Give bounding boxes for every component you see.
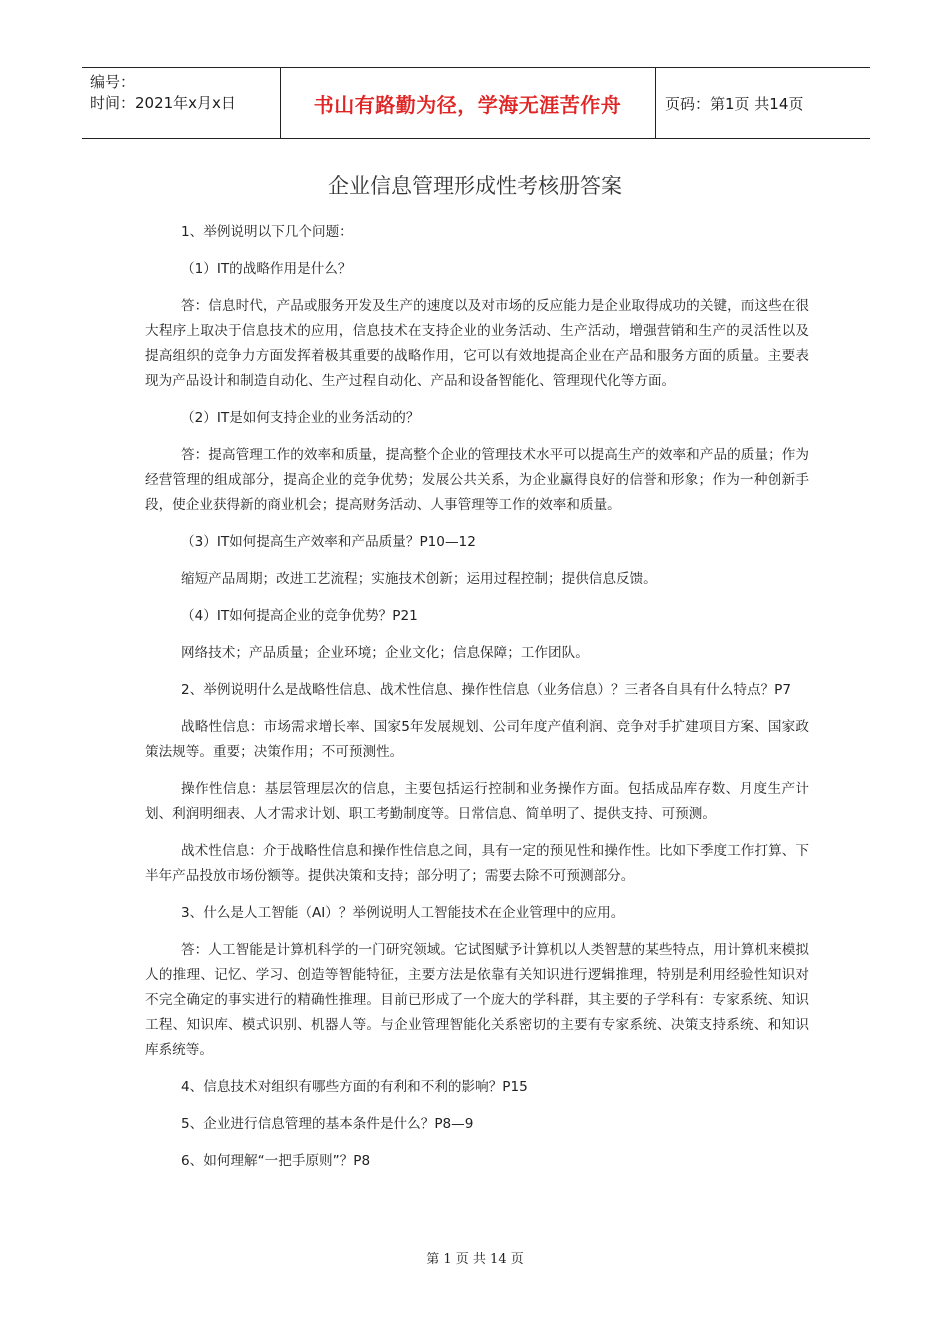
document-title: 企业信息管理形成性考核册答案 [328, 174, 622, 198]
answer-paragraph: 答：提高管理工作的效率和质量，提高整个企业的管理技术水平可以提高生产的效率和产品的质量；作为经营管理的组成部分，提高企业的竞争优势；发展公共关系，为企业赢得良好的信誉和形象；作为一种创新手段，使企业获得新的商业机会；提高财务活动、人事管理等工作的效率和质量。 [145, 447, 809, 513]
sub-question: （2）IT是如何支持企业的业务活动的？ [181, 410, 420, 426]
header-divider [655, 68, 656, 138]
sub-question: （4）IT如何提高企业的竞争优势？P21 [181, 608, 418, 624]
answer-paragraph: 答：信息时代，产品或服务开发及生产的速度以及对市场的反应能力是企业取得成功的关键，而这些在很大程序上取决于信息技术的应用，信息技术在支持企业的业务活动、生产活动，增强营销和生产的灵活性以及提高组织的竞争力方面发挥着极其重要的战略作用，它可以有效地提高企业在产品和服务方面的质量。主要表现为产品设计和制造自动化、生产过程自动化、产品和设备智能化、管理现代化等方面。 [145, 298, 809, 389]
answer-paragraph: 战略性信息：市场需求增长率、国家5年发展规划、公司年度产值利润、竞争对手扩建项目方案、国家政策法规等。重要；决策作用；不可预测性。 [145, 719, 809, 760]
page-footer: 第 1 页 共 14 页 [426, 1252, 524, 1267]
answer-paragraph: 操作性信息：基层管理层次的信息，主要包括运行控制和业务操作方面。包括成品库存数、月度生产计划、利润明细表、人才需求计划、职工考勤制度等。日常信息、简单明了、提供支持、可预测。 [145, 781, 809, 822]
motto: 书山有路勤为径，学海无涯苦作舟 [313, 92, 622, 117]
question-heading: 2、举例说明什么是战略性信息、战术性信息、操作性信息（业务信息）？三者各自具有什么特点？P7 [181, 682, 792, 698]
sub-question: （3）IT如何提高生产效率和产品质量？P10—12 [181, 534, 476, 550]
answer-paragraph: 战术性信息：介于战略性信息和操作性信息之间，具有一定的预见性和操作性。比如下季度工作打算、下半年产品投放市场份额等。提供决策和支持；部分明了；需要去除不可预测部分。 [145, 843, 809, 884]
answer-paragraph: 答：人工智能是计算机科学的一门研究领域。它试图赋予计算机以人类智慧的某些特点，用计算机来模拟人的推理、记忆、学习、创造等智能特征，主要方法是依靠有关知识进行逻辑推理，特别是利用经验性知识对不完全确定的事实进行的精确性推理。目前已形成了一个庞大的学科群，其主要的子学科有：专家系统、知识工程、知识库、模式识别、机器人等。与企业管理智能化关系密切的主要有专家系统、决策支持系统、和知识库系统等。 [145, 942, 809, 1058]
question-heading: 4、信息技术对组织有哪些方面的有利和不利的影响？P15 [181, 1079, 528, 1095]
header-table [82, 67, 870, 139]
question-heading: 6、如何理解“一把手原则”？P8 [181, 1153, 371, 1169]
time-label: 时间：2021年x月x日 [90, 94, 236, 112]
page-info: 页码：第1页 共14页 [665, 94, 804, 113]
question-heading: 1、举例说明以下几个问题： [181, 224, 353, 240]
question-heading: 5、企业进行信息管理的基本条件是什么？P8—9 [181, 1116, 474, 1132]
header-left-cell [90, 72, 236, 114]
document-body [145, 220, 809, 1186]
sub-question: （1）IT的战略作用是什么？ [181, 261, 352, 277]
answer-paragraph: 网络技术；产品质量；企业环境；企业文化；信息保障；工作团队。 [181, 645, 589, 661]
question-heading: 3、什么是人工智能（AI）？举例说明人工智能技术在企业管理中的应用。 [181, 905, 625, 921]
number-label: 编号： [90, 73, 136, 91]
answer-paragraph: 缩短产品周期；改进工艺流程；实施技术创新；运用过程控制；提供信息反馈。 [181, 571, 657, 587]
